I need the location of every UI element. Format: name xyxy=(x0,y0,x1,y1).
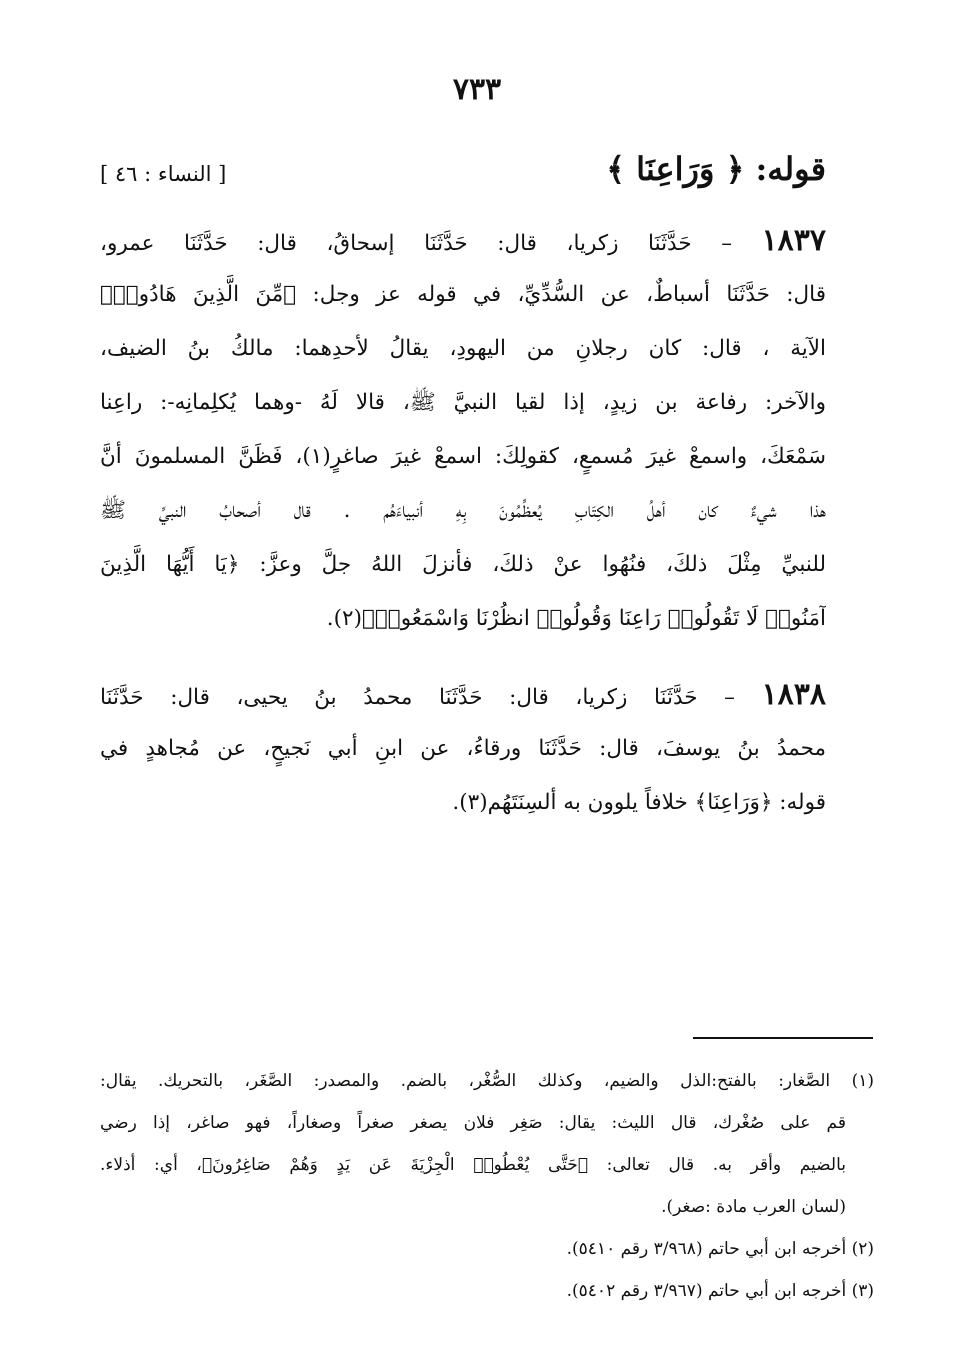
text-line: آمَنُوا۟ لَا تَقُولُوا۟ رَاعِنَا وَقُولُوا۟ انظُرْنَا وَاسْمَعُوا۟﴾(٢). xyxy=(326,606,826,631)
main-text xyxy=(100,214,826,830)
text-line: هذا شيءٌ كان أهلُ الكِتَابِ يُعظِّمُونَ بِهِ أنبياءَهُم . قال أصحابُ النبيِّ ﷺ xyxy=(100,498,826,523)
footnote-divider xyxy=(693,1037,873,1039)
text-line: سَمْعَكَ، واسمعْ غيرَ مُسمعٍ، كقولِكَ: اسمعْ غيرَ صاغرٍ(١)، فَظَنَّ المسلمونَ أنَّ xyxy=(100,444,826,469)
text-line: ١٨٣٧ – حَدَّثَنَا زكريا، قال: حَدَّثَنَا إسحاقُ، قال: حَدَّثَنَا عمرو، xyxy=(100,223,826,258)
hadith-1837 xyxy=(100,214,826,646)
hadith-number: ١٨٣٧ xyxy=(761,223,826,258)
text-line: قال: حَدَّثَنَا أسباطٌ، عن السُّدِّيِّ، في قوله عز وجل: ﴿مِّنَ الَّذِينَ هَادُوا۟﴾ xyxy=(100,282,826,307)
footnote-line: (٢) أخرجه ابن أبي حاتم (٣/٩٦٨ رقم ٥٤١٠). xyxy=(566,1239,874,1259)
section-heading-row xyxy=(100,150,826,210)
footnote-line: (٣) أخرجه ابن أبي حاتم (٣/٩٦٧ رقم ٥٤٠٢). xyxy=(566,1281,874,1301)
footnote-line: قم على صُغْرك، قال الليث: يقال: صَغِر فلان يصغر صغراً وصغاراً، فهو صاغر، إذا رضي xyxy=(100,1113,846,1133)
footnotes xyxy=(100,1060,874,1312)
section-heading: قوله: ﴿ وَرَاعِنَا ﴾ xyxy=(606,150,826,188)
text-line: والآخر: رفاعة بن زيدٍ، إذا لقيا النبيَّ ﷺ، قالا لَهُ -وهما يُكلِمانِه-: راعِنا xyxy=(100,390,826,415)
page-number: ٧٣٣ xyxy=(452,72,502,107)
text-line: الآية ، قال: كان رجلانِ من اليهودِ، يقالُ لأحدِهما: مالكُ بنُ الضيف، xyxy=(100,336,826,361)
text-line: قوله: ﴿وَرَاعِنَا﴾ خلافاً يلوون به ألسِنَتَهُم(٣). xyxy=(452,790,826,815)
footnote-line: بالضيم وأقر به. قال تعالى: ﴿حَتَّى يُعْطُوا۟ الْجِزْيَةَ عَن يَدٍ وَهُمْ صَاغِرُونَ﴾، أي: أذلاء. xyxy=(100,1155,846,1175)
verse-reference: [ النساء : ٤٦ ] xyxy=(100,162,227,186)
hadith-number: ١٨٣٨ xyxy=(761,677,826,712)
hadith-1838 xyxy=(100,668,826,830)
text-line: ١٨٣٨ – حَدَّثَنَا زكريا، قال: حَدَّثَنَا محمدُ بنُ يحيى، قال: حَدَّثَنَا xyxy=(100,677,826,712)
text-line: محمدُ بنُ يوسفَ، قال: حَدَّثَنَا ورقاءُ، عن ابنِ أبي نَجيحٍ، عن مُجاهدٍ في xyxy=(100,736,826,761)
text-line: للنبيِّ مِثْلَ ذلكَ، فنُهُوا عنْ ذلكَ، فأنزلَ اللهُ جلَّ وعزَّ: ﴿يَا أَيُّهَا الَّذِينَ xyxy=(100,552,826,577)
footnote-line: (١) الصَّغار: بالفتح:الذل والضيم، وكذلك الصُّغْر، بالضم. والمصدر: الصَّغَر، بالتحريك. يقال: xyxy=(100,1071,874,1091)
footnote-line: (لسان العرب مادة :صغر). xyxy=(661,1197,846,1217)
